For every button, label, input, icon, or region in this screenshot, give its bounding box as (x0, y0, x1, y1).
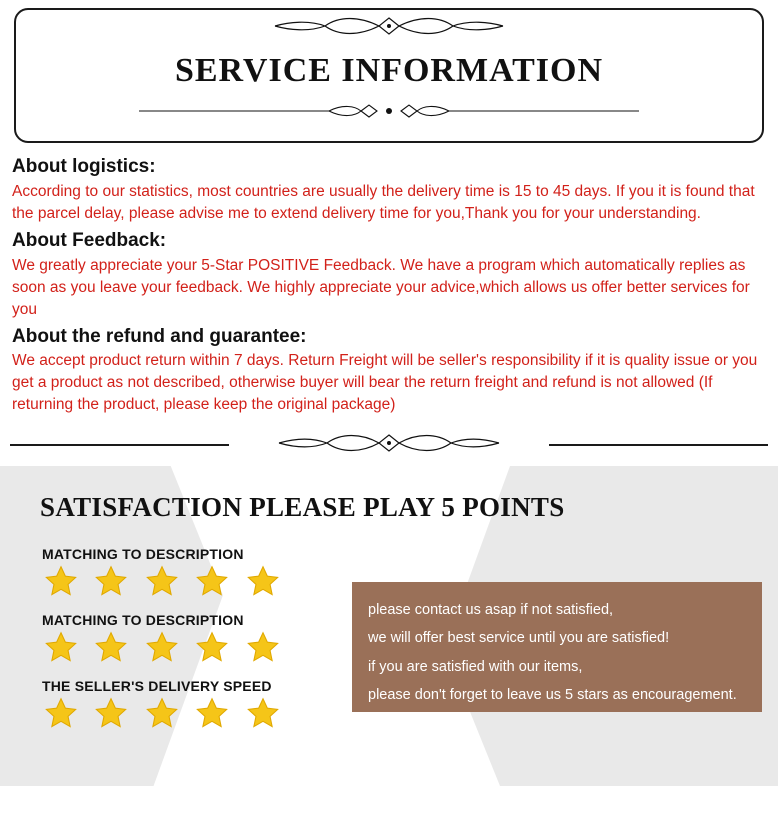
rating-label-2: MATCHING TO DESCRIPTION (42, 612, 244, 629)
contact-note-card (352, 582, 762, 712)
note-line-1: please contact us asap if not satisfied, (368, 602, 614, 618)
rating-label-3: THE SELLER'S DELIVERY SPEED (42, 678, 272, 695)
star-icon (193, 696, 231, 732)
rating-row-2 (42, 612, 284, 666)
ornament-divider-icon (10, 428, 768, 463)
satisfaction-title: SATISFACTION PLEASE PLAY 5 POINTS (40, 492, 565, 523)
section-body-refund: We accept product return within 7 days. Return Freight will be seller's responsibility if it is quality issue or you get a product as not described, otherwise buyer will bear the return freight and refund is not allowed (If returning the product, please keep the original package) (12, 352, 758, 414)
header-banner (14, 8, 764, 143)
star-rating-1 (42, 563, 284, 600)
service-text-content (0, 143, 778, 416)
section-heading-logistics: About logistics: (12, 156, 156, 177)
section-heading-feedback: About Feedback: (12, 229, 167, 251)
star-icon (92, 630, 130, 666)
star-icon (42, 696, 80, 732)
star-icon (244, 564, 282, 600)
star-icon (143, 630, 181, 666)
note-line-3: if you are satisfied with our items, (368, 658, 583, 675)
star-icon (244, 630, 282, 666)
star-icon (42, 630, 80, 666)
star-icon (193, 564, 231, 600)
star-icon (42, 564, 80, 600)
star-icon (143, 696, 181, 732)
star-icon (244, 696, 282, 732)
star-icon (92, 696, 130, 732)
star-icon (193, 630, 231, 666)
star-rating-3 (42, 695, 284, 732)
ornament-header-bottom-icon (16, 100, 762, 126)
star-rating-2 (42, 629, 284, 666)
section-divider (10, 430, 768, 460)
star-icon (143, 564, 181, 600)
service-information-page (0, 8, 778, 813)
section-body-logistics: According to our statistics, most countries are usually the delivery time is 15 to 45 days. If you it is found that the parcel delay, please advise me to extend delivery time for you,Thank you for your understanding. (12, 182, 755, 222)
section-heading-refund: About the refund and guarantee: (12, 325, 307, 347)
section-body-feedback: We greatly appreciate your 5-Star POSITIVE Feedback. We have a program which automatically replies as soon as you leave your feedback. We highly appreciate your advice,which allows us offer better services for you (12, 256, 750, 318)
rating-row-1 (42, 546, 284, 600)
note-line-2: we will offer best service until you are satisfied! (368, 630, 670, 647)
star-icon (92, 564, 130, 600)
rating-label-1: MATCHING TO DESCRIPTION (42, 546, 244, 563)
rating-row-3 (42, 678, 284, 732)
note-line-4: please don't forget to leave us 5 stars as encouragement. (368, 686, 737, 703)
page-title: SERVICE INFORMATION (174, 52, 604, 89)
ornament-top-icon (16, 14, 762, 40)
